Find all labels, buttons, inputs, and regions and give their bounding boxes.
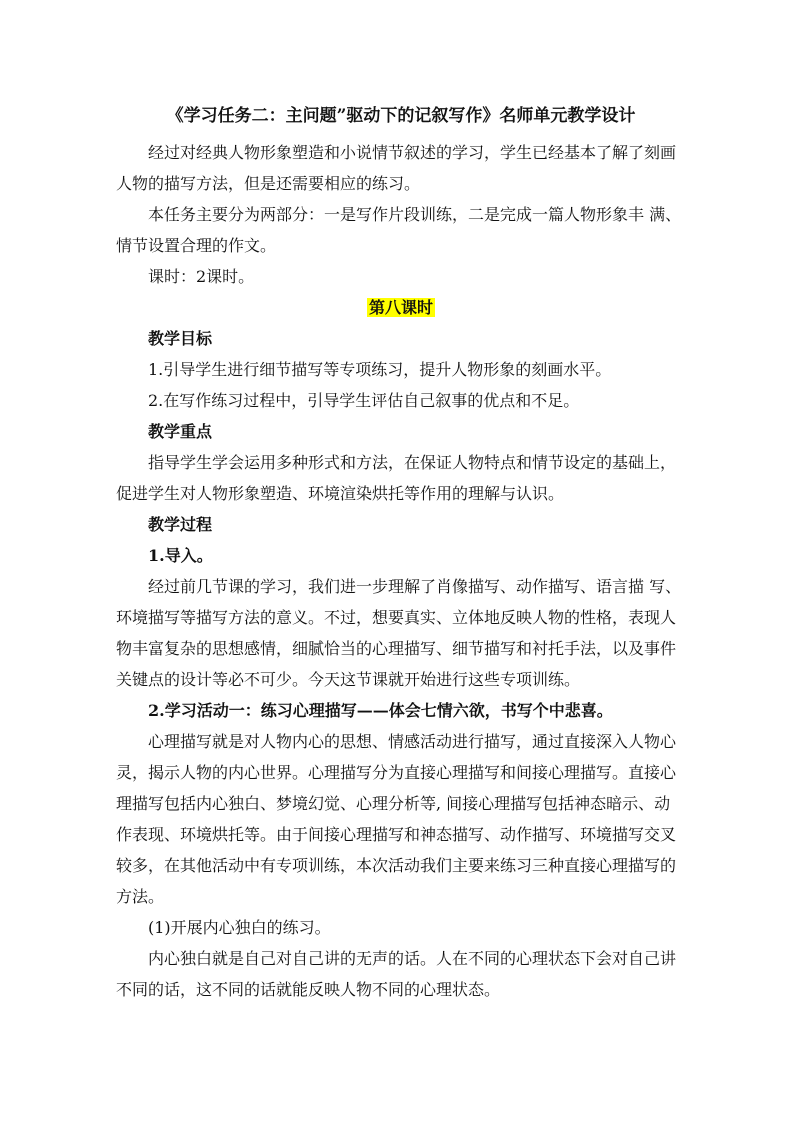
step1-paragraph: 经过前几节课的学习，我们进一步理解了肖像描写、动作描写、语言描 写、环境描写等描写方法的意义。不过，想要真实、立体地反映人物的性格，表现人物丰富复杂的思想感情，细腻恰当的心理描写、细节描写和衬托手法，以及事件关键点的设计等必不可少。今天这节课就开始进行这些专项训练。	[116, 577, 682, 689]
document-title: 《学习任务二：主问题”驱动下的记叙写作》名师单元教学设计	[166, 106, 636, 126]
step1-heading: 1.导入。	[148, 546, 213, 565]
goal-item-2: 2.在写作练习过程中，引导学生评估自己叙事的优点和不足。	[148, 391, 580, 410]
goal-item-1: 1.引导学生进行细节描写等专项练习，提升人物形象的刻画水平。	[148, 360, 612, 379]
sub1-heading: (1)开展内心独白的练习。	[148, 918, 331, 937]
process-heading: 教学过程	[148, 515, 213, 534]
lesson-title: 第八课时	[368, 298, 433, 317]
document-body	[116, 103, 686, 1005]
intro-paragraph-2: 本任务主要分为两部分：一是写作片段训练，二是完成一篇人物形象丰 满、情节设置合理的作文。	[116, 205, 682, 255]
key-paragraph: 指导学生学会运用多种形式和方法，在保证人物特点和情节设定的基础上，促进学生对人物形象塑造、环境渲染烘托等作用的理解与认识。	[116, 453, 677, 503]
goals-heading: 教学目标	[148, 329, 213, 348]
sub1-paragraph: 内心独白就是自己对自己讲的无声的话。人在不同的心理状态下会对自己讲不同的话，这不同的话就能反映人物不同的心理状态。	[116, 949, 677, 999]
step2-paragraph: 心理描写就是对人物内心的思想、情感活动进行描写，通过直接深入人物心灵，揭示人物的内心世界。心理描写分为直接心理描写和间接心理描写。直接心理描写包括内心独白、梦境幻觉、心理分析等, 间接心理描写包括神态暗示、动作表现、环境烘托等。由于间接心理描写和神态描写、动作描写、环境描写交叉较多，在其他活动中有专项训练，本次活动我们主要来练习三种直接心理描写的方法。	[116, 732, 677, 906]
step2-heading: 2.学习活动一：练习心理描写——体会七情六欲，书写个中悲喜。	[148, 701, 613, 720]
key-heading: 教学重点	[148, 422, 213, 441]
class-hours: 课时：2课时。	[148, 267, 255, 286]
lesson-title-row	[116, 292, 686, 323]
intro-paragraph-1: 经过对经典人物形象塑造和小说情节叙述的学习，学生已经基本了解了刻画人物的描写方法，但是还需要相应的练习。	[116, 143, 677, 193]
